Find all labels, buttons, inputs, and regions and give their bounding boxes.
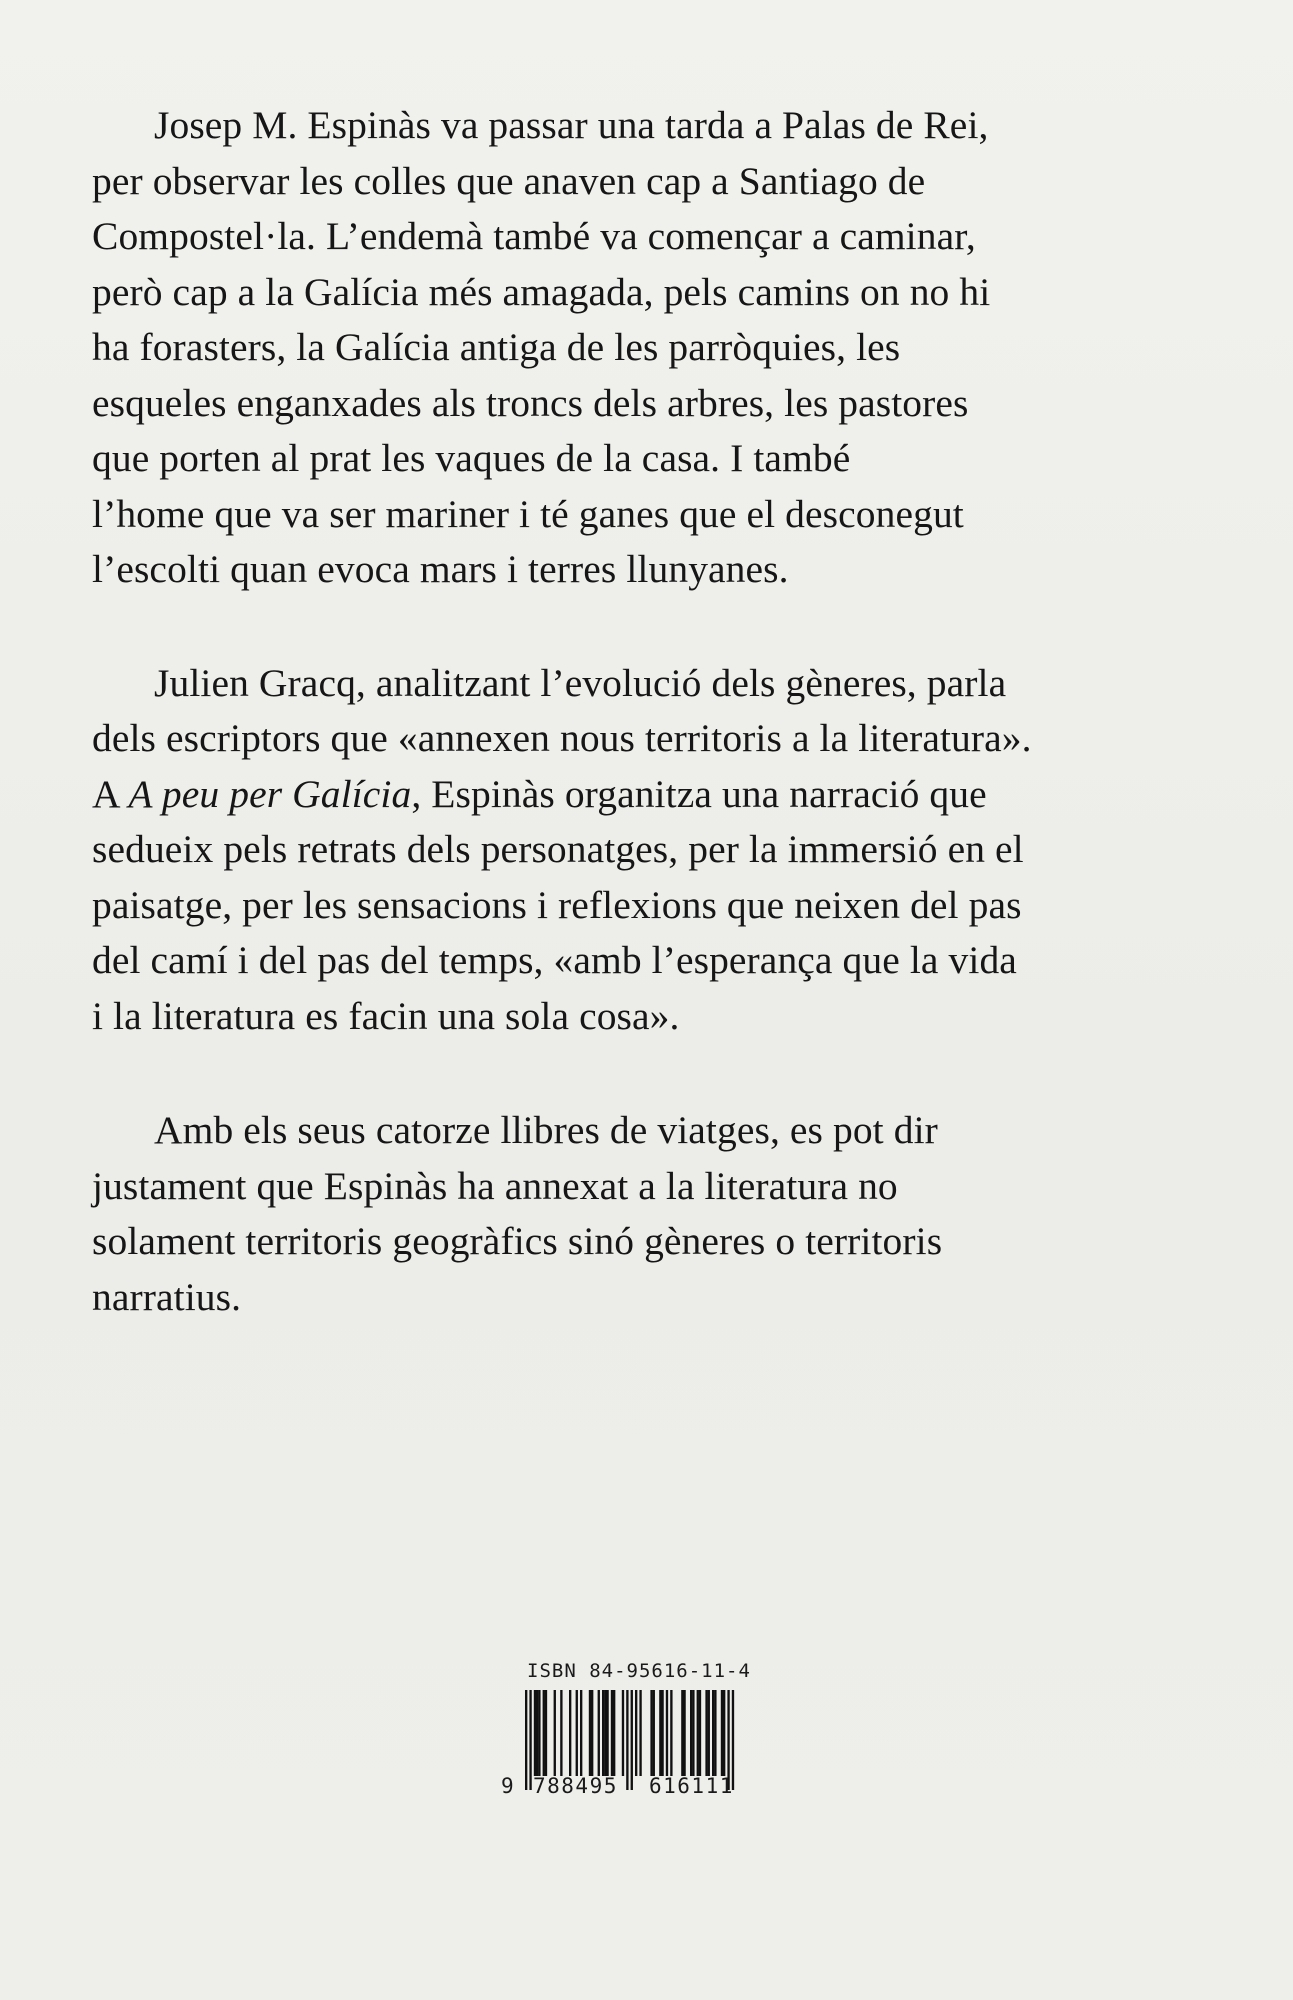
text-line: Compostel·la. L’endemà també va començar a caminar, [92,214,976,258]
barcode-bar [543,1690,545,1776]
barcode-bar [538,1690,540,1776]
barcode-bar [589,1690,591,1776]
barcode-bar [560,1690,562,1776]
barcode-bar [697,1690,699,1776]
barcode-bar [536,1690,538,1776]
barcode-bar [712,1690,714,1776]
barcode-bar [653,1690,655,1776]
barcode-bar [606,1690,608,1776]
text-line: per observar les colles que anaven cap a Santiago de [92,158,926,203]
barcode-bar [650,1690,652,1776]
barcode-bar [611,1690,613,1776]
barcode-digit-first: 9 [501,1774,516,1798]
barcode-bar [576,1690,578,1776]
barcode-digits-right: 616111 [649,1774,734,1798]
barcode-bar [692,1690,694,1776]
barcode-bar [622,1690,624,1776]
barcode-bar [714,1690,716,1776]
text-line: Amb els seus catorze llibres de viatges, es pot dir [154,1108,938,1152]
text-line: i la literatura es facin una sola cosa». [92,993,680,1038]
text-line: justament que Espinàs ha annexat a la literatura no [92,1163,898,1208]
barcode-bar [602,1690,604,1776]
blurb-paragraph-2 [92,656,1202,1045]
text-line: narratius. [92,1274,242,1319]
barcode-bar [604,1690,606,1776]
text-line: l’escolti quan evoca mars i terres llunyanes. [92,547,789,591]
barcode-bar [554,1690,556,1776]
text-line: però cap a la Galícia més amagada, pels camins on no hi [92,269,991,314]
barcode-bar [721,1690,723,1776]
barcode-bar [659,1690,661,1776]
barcode-bar [661,1690,663,1776]
barcode-bar [639,1690,641,1776]
barcode-bar [635,1690,637,1776]
text-line: l’home que va ser mariner i té ganes que el desconegut [92,491,964,536]
text-line: ha forasters, la Galícia antiga de les parròquies, les [92,325,901,369]
barcode-bar [681,1690,683,1776]
barcode-guard-bar [626,1690,628,1790]
text-line: esqueles enganxades als troncs dels arbres, les pastores [92,380,969,425]
blurb-paragraph-3 [92,1103,1202,1325]
text-segment: A [92,771,129,816]
blurb-text [92,98,1202,1325]
text-line: paisatge, per les sensacions i reflexions que neixen del pas [92,882,1022,927]
barcode-bar [690,1690,692,1776]
barcode-bar [591,1690,593,1776]
isbn-label: ISBN 84-95616-11-4 [527,1660,751,1682]
barcode-bar [580,1690,582,1776]
blurb-paragraph-1 [92,98,1202,598]
text-segment: , Espinàs organitza una narració que [411,771,987,816]
text-line: sedueix pels retrats dels personatges, per la immersió en el [92,827,1024,871]
text-line-with-title [92,767,1202,823]
barcode-bar [705,1690,707,1776]
text-line: Josep M. Espinàs va passar una tarda a Palas de Rei, [154,103,989,147]
barcode-icon [487,1690,783,1800]
barcode-bar [613,1690,615,1776]
barcode-bar [683,1690,685,1776]
barcode-digits-left: 788495 [533,1774,618,1798]
isbn-barcode [487,1660,783,1800]
text-line: que porten al prat les vaques de la casa. I també [92,436,851,480]
barcode-bar [699,1690,701,1776]
barcode-bar [598,1690,600,1776]
book-title: A peu per Galícia [128,771,412,816]
barcode-bar [545,1690,547,1776]
barcode-guard-bar [529,1690,531,1790]
barcode-bar [723,1690,725,1776]
barcode-guard-bar [631,1690,633,1790]
barcode-bar [670,1690,672,1776]
text-line: Julien Gracq, analitzant l’evolució dels gèneres, parla [154,660,1007,705]
text-line: del camí i del pas del temps, «amb l’esperança que la vida [92,938,1017,982]
barcode-bar [708,1690,710,1776]
barcode-bar [569,1690,571,1776]
text-line: solament territoris geogràfics sinó gèneres o territoris [92,1219,943,1263]
barcode-guard-bar [525,1690,527,1790]
barcode-bar [666,1690,668,1776]
barcode-bar [534,1690,536,1776]
text-line: dels escriptors que «annexen nous territoris a la literatura». [92,716,1032,760]
